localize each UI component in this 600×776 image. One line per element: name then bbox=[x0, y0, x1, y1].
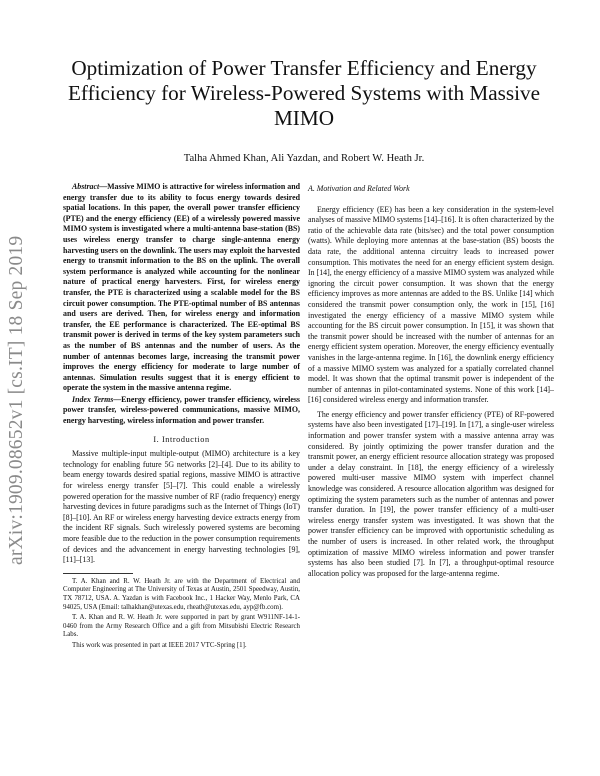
footnote-affiliations: T. A. Khan and R. W. Heath Jr. are with the Department of Electrical and Computer Engineering at The University of Texas at Austin, 2501 Speedway, Austin, TX 78712, USA. A. Yazdan is with Facebook Inc., 1 Hacker Way, Menlo Park, CA 94025, USA (Email: talhakhan@utexas.edu, rheath@utexas.edu, ayp@fb.com). bbox=[63, 577, 300, 611]
section-heading-introduction: I. Introduction bbox=[153, 434, 210, 444]
right-column bbox=[308, 182, 554, 579]
footnote-rule bbox=[63, 573, 133, 574]
index-terms-text: —Energy efficiency, power transfer efficiency, wireless power transfer, wireless-powered communications, massive MIMO, energy harvesting, wireless information and power transfer. bbox=[63, 394, 300, 426]
abstract-text: —Massive MIMO is attractive for wireless information and energy transfer due to its ability to focus energy towards desired spatial locations. In this paper, the overall power transfer efficiency (PTE) and the energy efficiency (EE) of a wirelessly powered massive MIMO system is investigated where a multi-antenna base-station (BS) uses wireless energy transfer to charge single-antenna energy harvesting users on the downlink. The users may exploit the harvested energy to transmit information to the BS on the uplink. The overall system performance is analyzed while accounting for the nonlinear nature of practical energy harvesters. First, for wireless energy transfer, the PTE is characterized using a scalable model for the BS circuit power consumption. The PTE-optimal number of BS antennas and users are derived. Then, for wireless energy and information transfer, the EE performance is characterized. The EE-optimal BS transmit power is derived in terms of the key system parameters such as the number of BS antennas and the number of users. As the number of antennas becomes large, increasing the transmit power improves the energy efficiency for moderate to large number of antennas. Simulation results suggest that it is energy efficient to operate the system in the massive antenna regime. bbox=[63, 182, 300, 393]
footnote-funding: T. A. Khan and R. W. Heath Jr. were supported in part by grant W911NF-14-1-0460 from the Army Research Office and a gift from Mitsubishi Electric Research Labs. bbox=[63, 614, 300, 639]
left-column bbox=[63, 182, 300, 651]
abstract-label: Abstract bbox=[72, 182, 100, 191]
abstract bbox=[63, 182, 300, 394]
footnote-conference: This work was presented in part at IEEE 2017 VTC-Spring [1]. bbox=[72, 641, 247, 649]
index-terms-label: Index Terms bbox=[72, 394, 114, 404]
index-terms bbox=[63, 395, 300, 427]
motivation-paragraph-1: Energy efficiency (EE) has been a key consideration in the system-level analyses of massive MIMO systems [14]–[16]. It is often characterized by the ratio of the achievable data rate (bits/sec) and the total power consumption (watts). While deploying more antennas at the base-station (BS) boosts the data rate, the additional antenna circuitry leads to increased power consumption. This motivates the need for an energy efficient system design. In [14], the energy efficiency of a massive MIMO system was analyzed while ignoring the circuit power consumption. It was shown that the energy efficiency improves as more antennas are added to the BS. Unlike [14] which considered the transmit power consumption only, the work in [15], [16] investigated the energy efficiency of a massive MIMO system while accounting for the BS circuit power consumption. In [15], it was shown that the transmit power should be increased with the number of antennas for an energy efficient system operation. Moreover, the energy efficiency eventually vanishes in the large-antenna regime. In [16], the downlink energy efficiency of a massive MIMO system was analyzed for a spatially correlated channel model. It was shown that the optimal transmit power is independent of the number of antennas in pilot-contaminated systems. None of this work [14]–[16] considered wireless energy and information transfer. bbox=[308, 204, 554, 405]
subsection-heading-motivation: A. Motivation and Related Work bbox=[308, 184, 410, 193]
intro-paragraph: Massive multiple-input multiple-output (MIMO) architecture is a key technology for enabling future 5G networks [2]–[4]. Due to its ability to beam energy towards desired spatial regions, massive MIMO is attractive for wireless energy transfer [5]–[7]. This could enable a wirelessly powered operation for the massive number of RF (radio frequency) energy harvesting devices in future paradigms such as the Internet of Things (IoT) [8]–[10]. An RF or wireless energy harvesting device extracts energy from the incident RF signals. Such wirelessly powered systems are becoming more feasible due to the reduction in the power consumption requirements of devices and the advancement in energy harvesting technologies [9], [11]–[13]. bbox=[63, 449, 300, 565]
paper-title: Optimization of Power Transfer Efficiency and Energy Efficiency for Wireless-Powered Systems with Massive MIMO bbox=[67, 56, 541, 130]
author-list: Talha Ahmed Khan, Ali Yazdan, and Robert W. Heath Jr. bbox=[183, 153, 425, 164]
arxiv-identifier: arXiv:1909.08652v1 [cs.IT] 18 Sep 2019 bbox=[6, 235, 27, 565]
motivation-paragraph-2: The energy efficiency and power transfer efficiency (PTE) of RF-powered systems have also been investigated [17]–[19]. In [17], a single-user wireless information and power transfer system with a massive antenna array was considered. By jointly optimizing the power transfer duration and the transmit power, an energy efficient resource allocation strategy was proposed under a delay constraint. In [18], the energy efficiency of a wirelessly powered multi-user massive MIMO system with imperfect channel knowledge was considered. A resource allocation algorithm was designed for optimizing the system parameters such as the number of antennas and power transfer duration. In [19], the power transfer efficiency of a multi-user wireless energy transfer system was investigated. It was shown that the power transfer efficiency can be improved with opportunistic scheduling as the number of users is increased. In other related work, the throughput optimization of massive MIMO wireless information and power transfer systems has also been studied [7]. In [7], a throughput-optimal resource allocation policy was proposed for the large-antenna regime. bbox=[308, 409, 554, 578]
